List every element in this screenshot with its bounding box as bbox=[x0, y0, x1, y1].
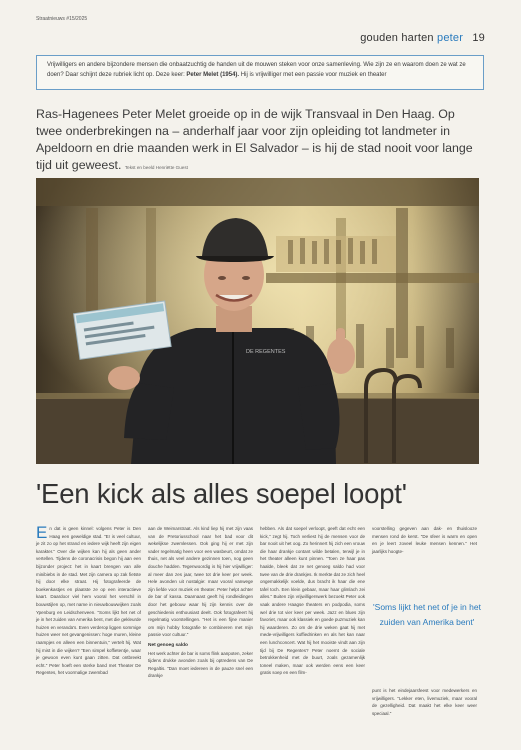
intro-name: Peter Melet (1954). bbox=[186, 72, 240, 78]
body-column-3-text: hebben. Als dat soepel verloopt, geeft dat echt een kick," zegt hij. Toch verliest hij de mensen voor de bar nooit uit het oog. Zo herinnert hij zich een vrouw die haar drankje contant wilde betalen, terwijl je in het theater alleen kunt pinnen. "Toen ze haar pas haalde, bleek dat ze net genoeg saldo had voor twee van de drie drankjes. Ik merkte dat ze zich heel ongemakkelijk voelde, dus bracht ik haar die ene tafel toch. Een klein gebaar, maar haar glimlach zei alles." Buiten zijn vrijwilligerswerk bezoekt Peter ook vaak andere Haagse theaters en podpodia, soms wel drie tot vier keer per week. Jazz en blues zijn favoriet, maar ook klassiek en goede puzmuziek kan hij waarderen. Zo om de drie weken gaat hij met mede-vrijwilligers koffiedrinken en als het kan naar een lunchconcert. Wat hij het mooiste vindt aan zijn tijd bij De Regentes? Peter noemt de sociale betrokkenheid met de buurt, zoals gezamenlijk toneel maken, maar ook werden eens een keer gratis soep en een film- bbox=[260, 526, 365, 676]
body-column-2 bbox=[148, 525, 253, 680]
section-title-part1: gouden harten bbox=[360, 32, 434, 44]
body-column-4-bottom: punt is het eindejaarsfeest voor medewerkers en vrijwilligers. "Lekker eten, livemuziek, maar vooral de gezelligheid. Dat maakt het elke keer weer speciaal." bbox=[372, 688, 477, 716]
page-number: 19 bbox=[472, 32, 485, 44]
intro-text-after: Hij is vrijwilliger met een passie voor muziek en theater bbox=[239, 72, 387, 78]
body-column-2-text-b: Het werk achter de bar is soms flink aanpoten, zeker tijdens drukke avonden zoals bij optredens van De Regaltis. "Dan moet iedereen in de pauze snel een drankje bbox=[148, 650, 253, 679]
body-column-1-text: n dat is geen kinnel: volgens Peter is Den Haag een geweldige stad. "Er is veel cultuur, je zit zo op het strand en iedere wijk heeft zijn eigen karakter." Over die wijken kan hij als geen ander vertellen. Tijdens de coronacrisis begon hij aan een bijzonder project: het in kaart brengen van alle minibiebs in de stad. Met zijn camera op zak fietste hij door elke straat. Hij fotografeerde de boekenkastjes en plaatste ze op een interactieve kaart. Daardoor viel hem vooral het verschil in bouwstijlen op, met name in nieuwbouwwijken zoals Ypenburg en Leidschenveen. "Soms lijkt het net of je in het zuiden van Amerika bent, met die gekleurde huizen en veranda's. Even verderop liggen sommige huizen weer net gevangenissen: hoge muren, kleine raampjes en alleen een binnentuin," vertelt hij. Wat hij mist in die wijken? "Een simpel koffietentje, waar je gewoon even kunt gaan zitten. Dat ontbreekt echt." Peter hoeft een sterke band met Theater De Regentes, het voormalige zwembad bbox=[36, 526, 141, 676]
jacket-logo-text: DE REGENTES bbox=[246, 349, 286, 355]
body-column-4-text: voorstelling gegeven aan dak- en thuislooze mensen rond de kerst. "De sfeer is warm en open en je leert zoveel leuke mensen kennen." Het jaarlijks hoogte- bbox=[372, 526, 477, 554]
lead-paragraph bbox=[36, 106, 484, 176]
body-column-4 bbox=[372, 525, 477, 555]
intro-text-before: Vrijwilligers en andere bijzondere mensen die onbaatzuchtig de handen uit de mouwen steken voor onze samenleving. Wie zijn ze en waarom doen ze wat ze doen? Daar schijnt deze rubriek licht op. Deze keer: bbox=[47, 62, 466, 78]
lead-text: Ras-Hagenees Peter Melet groeide op in de wijk Transvaal in Den Haag. Op twee onderbrekingen na – anderhalf jaar voor zijn opleiding tot landmeter in Apeldoorn en drie maanden werk in El Salvador – is hij de stad nooit voor lange tijd uit geweest. bbox=[36, 107, 473, 172]
section-title-part2: peter bbox=[437, 32, 464, 44]
subheading: Net genoeg saldo bbox=[148, 642, 188, 648]
portrait-photo-illustration bbox=[36, 178, 479, 464]
article-headline: 'Een kick als alles soepel loopt' bbox=[36, 478, 407, 509]
intro-box bbox=[36, 55, 484, 90]
pull-quote: 'Soms lijkt het net of je in het zuiden van Amerika bent' bbox=[373, 602, 481, 627]
section-title bbox=[360, 32, 485, 44]
body-column-2-text: aan de Weimarstraat. Als kind liep hij met zijn vaas van de Pretoriusschool naar het bad voor dit wekelijkse zwemlessen. Ook ging hij er met zijn vader regelmatig heen voor een wasbeurt, omdat ze thuis, net als veel andere gezinnen toen, nog geen douche hadden. Tegenwoordig is hij hier vrijwilliger: al meer dan zes jaar, twee tot drie keer per week. Hele avonden uit nostalgie: maar vooral vanwege zijn liefde voor muziek en theater. Peter helpt achter de bar of kassa. Daarnaast geeft hij rondleidingen door het gebouw waar hij zijn kennis over de geschiedenis enthousiast deelt. Ook fotografeert hij regelmatig voorstellingen. "Het is een fijne manier om mijn hobby fotografie te combineren met mijn passie voor cultuur." bbox=[148, 526, 253, 638]
article-body bbox=[36, 525, 484, 740]
photo-credit: Tekst en beeld Henriëtte Guest bbox=[124, 165, 188, 170]
page-header bbox=[36, 10, 485, 50]
issue-label: Straatnieuws #15/2025 bbox=[36, 16, 88, 22]
portrait-photo bbox=[36, 178, 479, 464]
body-column-1 bbox=[36, 525, 141, 677]
body-column-3 bbox=[260, 525, 365, 677]
drop-cap: E bbox=[36, 523, 48, 542]
